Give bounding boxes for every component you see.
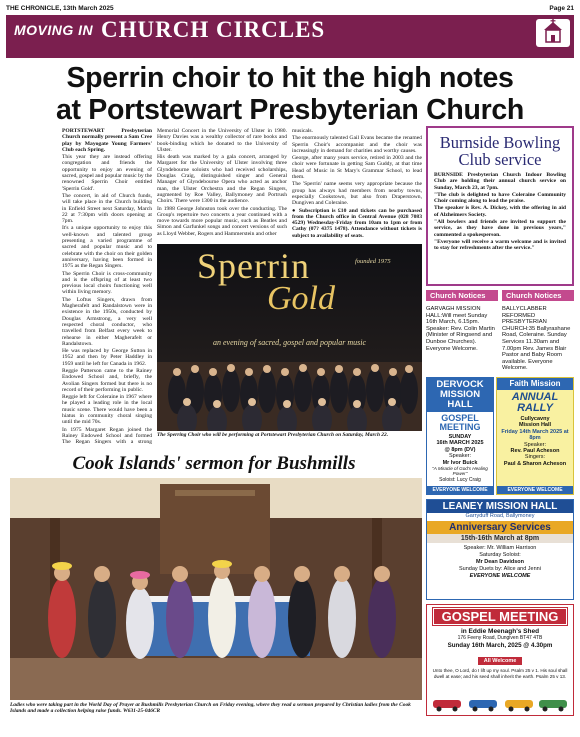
- article-para: This year they are instead offering congregation and friends the opportunity to enjoy an evening of sacred, gospel and popular music by the renowned Sperrin Choir entitled 'Sperrin Gold'.: [62, 154, 152, 192]
- article-para: Memorial Concert in the University of Ulster in 1980. Henry Davies was a wealthy collector of rare books and book-binding which he donated to the University of Ulster.: [157, 128, 287, 153]
- church-icon: [536, 19, 570, 47]
- poster-title-2: Gold: [267, 280, 335, 317]
- article-para: In 1975 Margaret Regan joined the Rainey Endowed School and formed The Regan Singers with a strong: [62, 426, 152, 446]
- faith-speaker: Rev. Paul Acheson: [510, 448, 560, 455]
- gospel-venue: in Eddie Meenagh's Shed: [460, 628, 540, 635]
- faith-mission-ad: [496, 377, 574, 495]
- bowling-para: "The club is delighted to have Coleraine Community Choir coming along to lead the praise.: [434, 191, 566, 205]
- leaney-subtitle: Anniversary Services: [427, 521, 573, 534]
- article-para: George, after many years service, retired in 2003 and the choir were fortunate in getting Sam Guddy, at that time Head of Music in St Mary's Grammar School, to lead them.: [292, 155, 422, 181]
- dervock-soloist: Soloist: Lucy Craig: [439, 476, 481, 483]
- poster-founded: founded 1975: [355, 258, 391, 265]
- article-para: Reggie Patterson came to the Rainey Endowed School and, briefly, the Avolian Singers formed but there is no record of their performing in public.: [62, 367, 152, 393]
- cars-graphic: [431, 696, 569, 712]
- headline-line-2: at Portstewart Presbyterian Church: [55, 94, 525, 126]
- section-title: CHURCH CIRCLES: [101, 17, 326, 42]
- page-number: Page 21: [549, 4, 574, 12]
- bowling-para: "All bowlers and friends are invited to support the service, as they have done in previous years," commented a spokesperson.: [434, 219, 566, 238]
- faith-singers: Paul & Sharon Acheson: [503, 460, 567, 467]
- leaney-title: LEANEY MISSION HALL: [427, 500, 573, 513]
- notice-text: GARVAGH MISSION HALL:Will meet Sunday 16th March, 6.15pm. Speaker: Rev. Colin Martin (Minister of Ringsend and Dunboe Churches). Everyone Welcome.: [426, 306, 495, 352]
- dervock-day: SUNDAY: [448, 434, 472, 440]
- article-para: The concert, in aid of Church funds, will take place in the Church building in Enfield Street next Saturday, March 22 at 7:30pm with doors opening at 7pm.: [62, 192, 152, 225]
- dervock-speaker: Mr Ivor Buick: [442, 459, 478, 466]
- faith-venue-1: Cullycavny: [520, 416, 550, 422]
- leaney-speaker: Speaker: Mr. William Harrison: [463, 545, 537, 551]
- article-para: ● Subscription is £10 and tickets can be purchased from the Church office in Central Avenue (028 7083 4529) Wednesday-Friday from 10am to 1pm or from Cathy (07? 4375 1478). Attendance without tickets is subject to availability of seats.: [292, 207, 422, 239]
- faith-speaker-label: Speaker:: [523, 441, 546, 448]
- leaney-sat-soloist: Mr Dean Davidson: [476, 559, 524, 565]
- leaney-sat-label: Saturday Soloist:: [479, 552, 521, 558]
- leaney-sunday: Sunday Duets by: Alice and Jenni: [459, 566, 541, 572]
- leaney-ad: [426, 499, 574, 600]
- page-header: [6, 2, 574, 14]
- article-para: Reggie left for Coleraine in 1967 where he played a leading role in the local music scene. There would have been a hiatus in community choral singing until the mid 70s.: [62, 394, 152, 426]
- gospel-date: Sunday 16th March, 2025 @ 4.30pm: [447, 642, 553, 649]
- dervock-date: 16th MARCH 2025: [436, 440, 484, 447]
- article-para: The 'Sperrin' name seems very appropriate because the group has always had members from nearby towns, especially Cookstown, but also from Draperstown, Dungiven and Coleraine.: [292, 181, 422, 207]
- paper-name: THE CHRONICLE, 13th March 2025: [6, 4, 114, 12]
- cook-photo-graphic: [10, 478, 422, 700]
- faith-title: Faith Mission: [497, 378, 573, 390]
- article-para: He was replaced by George Sutton in 1952 and then by Peter Haddley in 1959 until he left for Canada in 1962.: [62, 348, 152, 367]
- photo-caption: The Sperring Choir who will be performing at Portstewart Presbyterian Church on Saturday, March 22.: [157, 432, 389, 438]
- article-para: PORTSTEWART Presbyterian Church normally present a Sam Cree play by Mayogate Young Farmers' Club each Spring.: [62, 128, 152, 153]
- notice-header: Church Notices: [502, 290, 574, 301]
- faith-footer: EVERYONE WELCOME: [497, 486, 573, 494]
- article-para: In 1988 George Johnston took over the conducting. The Group's repertoire two concerts a year continued with a move towards more popular music, such as Beatles and Simon and Garfunkel songs and concert versions of such as Lloyd Webber, Rogers and Hammerstein and other: [157, 205, 287, 237]
- leaney-address: Garryduff Road, Ballymoney: [465, 513, 535, 519]
- leaney-footer: EVERYONE WELCOME: [469, 573, 531, 579]
- notice-text: BALLYCLABBER REFORMED PRESBYTERIAN CHURCH:35 Ballyrashane Road, Coleraine. Sunday Services 11.30am and 7.00pm Rev. James Blair Pastor and Baby Room available. Everyone Welcome.: [502, 306, 571, 372]
- dervock-footer: EVERYONE WELCOME: [427, 486, 493, 494]
- headline-line-1: Sperrin choir to hit the high notes: [66, 62, 514, 94]
- church-notice-left: [426, 290, 498, 374]
- gospel-verse: Unto thee, O Lord, do I lift up my soul. Psalm 25 v 1. His soul shall dwell at ease; and his seed shall inherit the earth. Psalm 25 v 13.: [432, 668, 568, 679]
- dervock-time: @ 8pm (DV): [444, 446, 476, 453]
- article-column-2: [157, 128, 287, 240]
- poster-title-1: Sperrin: [197, 246, 310, 286]
- article-para: The Sperrin Choir is cross-community and is the offspring of at least two previous local choirs functioning well within living memory.: [62, 270, 152, 296]
- choir-photo: [157, 244, 422, 431]
- bowling-para: BURNSIDE Presbyterian Church Indoor Bowling Club are holding their annual church service on Sunday, March 23, at 7pm.: [434, 172, 566, 191]
- article-para: His death was marked by a gala concert, arranged by Margaret for the University of Ulster involving three Glyndebourne soloists who had received scholarships, Douglas Craig, distinguished singer and General Manager of Glyndebourne Opera who acted as anchor man, the Ulster Orchestra and the Regan Singers, augmented by Roe Valley, Ballymoney and Portrush Choirs. There were 1300 in the audience.: [157, 154, 287, 205]
- dervock-speaker-label: Speaker:: [448, 453, 471, 460]
- gospel-address: 176 Feeny Road, Dungiven BT47 4TB: [457, 635, 543, 641]
- faith-venue-2: Mission Hall: [518, 422, 552, 429]
- article-para: It's a unique opportunity to enjoy this well-known and talented group presenting a varied programme of sacred and popular music and to celebrate with the choir on their golden anniversary, having been formed in 1975 as the Regan Singers.: [62, 225, 152, 270]
- gospel-meeting-ad: [426, 604, 574, 716]
- section-banner: [6, 15, 574, 58]
- section-label: MOVING IN: [14, 22, 94, 38]
- church-notice-right: [502, 290, 574, 374]
- cook-photo: [10, 478, 422, 700]
- dervock-title: DERVOCK MISSION HALL: [427, 378, 493, 412]
- gospel-title: GOSPEL MEETING: [433, 608, 567, 625]
- bowling-para: "Everyone will receive a warm welcome and is invited to stay for refreshments after the service.": [434, 238, 566, 252]
- main-headline: [6, 62, 574, 126]
- bowling-title: Burnside Bowling Club service: [439, 133, 561, 169]
- article-column-1: [62, 128, 152, 446]
- dervock-theme: "A Miracle of God's Healing Power": [432, 466, 488, 477]
- faith-singers-label: Singers:: [524, 454, 546, 461]
- bowling-club-box: [426, 126, 574, 286]
- article-para: The Loftus Singers, drawn from Magherafelt and Randalstown were in existence in the 1950s, conducted by Douglas Armstrong, a very well respected choral conductor, who travelled from Belfast every week to rehearse in either Magherafelt or Randalstown.: [62, 296, 152, 347]
- cook-headline: Cook Islands' sermon for Bushmills: [72, 453, 356, 474]
- faith-date: Friday 14th March 2025 at 8pm: [501, 428, 569, 442]
- article-column-3: [292, 128, 422, 240]
- faith-subtitle: ANNUAL RALLY: [511, 391, 559, 414]
- poster-tagline: an evening of sacred, gospel and popular music: [212, 338, 366, 347]
- cook-caption: Ladies who were taking part in the World Day of Prayer at Bushmills Presbyterian Church on Friday evening, where they read a sermon prepared by Christian ladies from the Cook Islands and made a collection helping raise funds. W631-25-046CR: [10, 702, 411, 714]
- leaney-date: 15th-16th March at 8pm: [427, 534, 573, 543]
- dervock-subtitle: GOSPEL MEETING: [439, 413, 481, 432]
- gospel-footer: All Welcome: [478, 657, 523, 665]
- article-para: The enormously talented Gail Evans became the renamed Sperrin Choir's accompanist and the choir was increasingly in demand for charities and worthy causes.: [292, 135, 422, 154]
- dervock-ad: [426, 377, 494, 495]
- notice-header: Church Notices: [426, 290, 498, 301]
- bowling-para: The speaker is Rev. A. Dickey, with the offering in aid of Alzheimers Society.: [434, 205, 566, 218]
- article-para: musicals.: [292, 128, 313, 134]
